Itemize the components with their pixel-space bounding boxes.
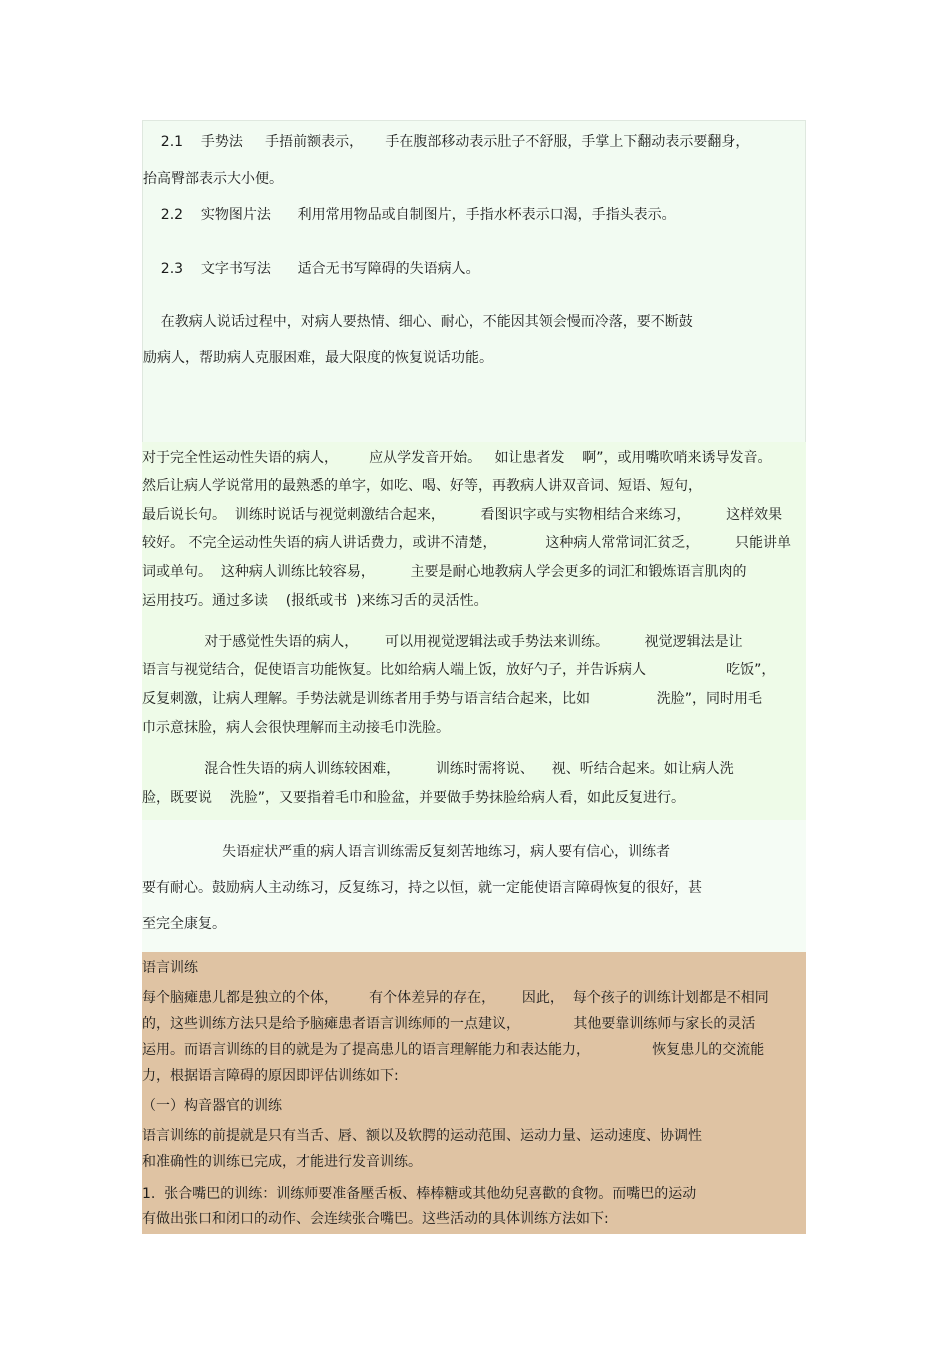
text-line: 最后说长句。 训练时说话与视觉刺激结合起来， 看图识字或与实物相结合来练习， 这样效果 <box>142 507 783 523</box>
instruction-section-aphasia-types <box>142 442 806 820</box>
text-line: 抬高臀部表示大小便。 <box>143 171 283 187</box>
text-line: 力，根据语言障碍的原因即评估训练如下: <box>142 1068 399 1084</box>
text-line: 词或单句。 这种病人训练比较容易， 主要是耐心地教病人学会更多的词汇和锻炼语言肌肉的 <box>142 564 747 580</box>
text-line: 有做出张口和闭口的动作、会连续张合嘴巴。这些活动的具体训练方法如下: <box>142 1211 609 1227</box>
text-line: 和准确性的训练已完成，才能进行发音训练。 <box>142 1154 422 1170</box>
text-line: 在教病人说话过程中，对病人要热情、细心、耐心，不能因其领会慢而冷落，要不断鼓 <box>143 314 693 330</box>
text-line: 2.3 文字书写法 适合无书写障碍的失语病人。 <box>143 261 480 277</box>
text-line: 2.2 实物图片法 利用常用物品或自制图片，手指水杯表示口渴，手指头表示。 <box>143 207 676 223</box>
subsection-heading: （一）构音器官的训练 <box>142 1098 282 1114</box>
text-line: 较好。 不完全运动性失语的病人讲话费力，或讲不清楚， 这种病人常常词汇贫乏， 只能讲单 <box>142 535 792 551</box>
text-line: 要有耐心。鼓励病人主动练习，反复练习，持之以恒，就一定能使语言障碍恢复的很好，甚 <box>142 880 702 896</box>
text-line: 然后让病人学说常用的最熟悉的单字，如吃、喝、好等，再教病人讲双音词、短语、短句， <box>142 478 702 494</box>
text-line: 运用。而语言训练的目的就是为了提高患儿的语言理解能力和表达能力， 恢复患儿的交流能 <box>142 1042 765 1058</box>
text-line: 混合性失语的病人训练较困难， 训练时需将说、 视、听结合起来。如让病人洗 <box>142 761 734 777</box>
text-line: 的，这些训练方法只是给予脑瘫患者语言训练师的一点建议， 其他要靠训练师与家长的灵活 <box>142 1016 756 1032</box>
text-line: 语言与视觉结合，促使语言功能恢复。比如给病人端上饭，放好勺子，并告诉病人 吃饭”， <box>142 662 776 678</box>
text-line: 脸，既要说 洗脸”，又要指着毛巾和脸盆，并要做手势抹脸给病人看，如此反复进行。 <box>142 790 686 806</box>
instruction-section-severe-aphasia <box>142 820 806 952</box>
text-line: 运用技巧。通过多读 (报纸或书 )来练习舌的灵活性。 <box>142 593 488 609</box>
text-line: 失语症状严重的病人语言训练需反复刻苦地练习，病人要有信心，训练者 <box>142 844 671 860</box>
text-line: 巾示意抹脸，病人会很快理解而主动接毛巾洗脸。 <box>142 720 450 736</box>
instruction-section-language-training <box>142 952 806 1234</box>
text-line: 2.1 手势法 手捂前额表示， 手在腹部移动表示肚子不舒服，手掌上下翻动表示要翻身， <box>143 134 750 150</box>
instruction-section-gesture-methods <box>142 120 806 442</box>
text-line: 至完全康复。 <box>142 916 226 932</box>
text-line: 励病人，帮助病人克服困难，最大限度的恢复说话功能。 <box>143 350 493 366</box>
text-line: 反复刺激，让病人理解。手势法就是训练者用手势与语言结合起来，比如 洗脸”，同时用毛 <box>142 691 763 707</box>
section-heading: 语言训练 <box>142 960 198 976</box>
text-line: 每个脑瘫患儿都是独立的个体， 有个体差异的存在， 因此， 每个孩子的训练计划都是不相同 <box>142 990 769 1006</box>
text-line: 对于感觉性失语的病人， 可以用视觉逻辑法或手势法来训练。 视觉逻辑法是让 <box>142 634 743 650</box>
text-line: 对于完全性运动性失语的病人， 应从学发音开始。 如让患者发 啊”，或用嘴吹哨来诱导发音。 <box>142 450 772 466</box>
text-line: 1. 张合嘴巴的训练：训练师要准备壓舌板、棒棒糖或其他幼兒喜歡的食物。而嘴巴的运动 <box>142 1186 697 1202</box>
text-line: 语言训练的前提就是只有当舌、唇、额以及软腭的运动范围、运动力量、运动速度、协调性 <box>142 1128 702 1144</box>
